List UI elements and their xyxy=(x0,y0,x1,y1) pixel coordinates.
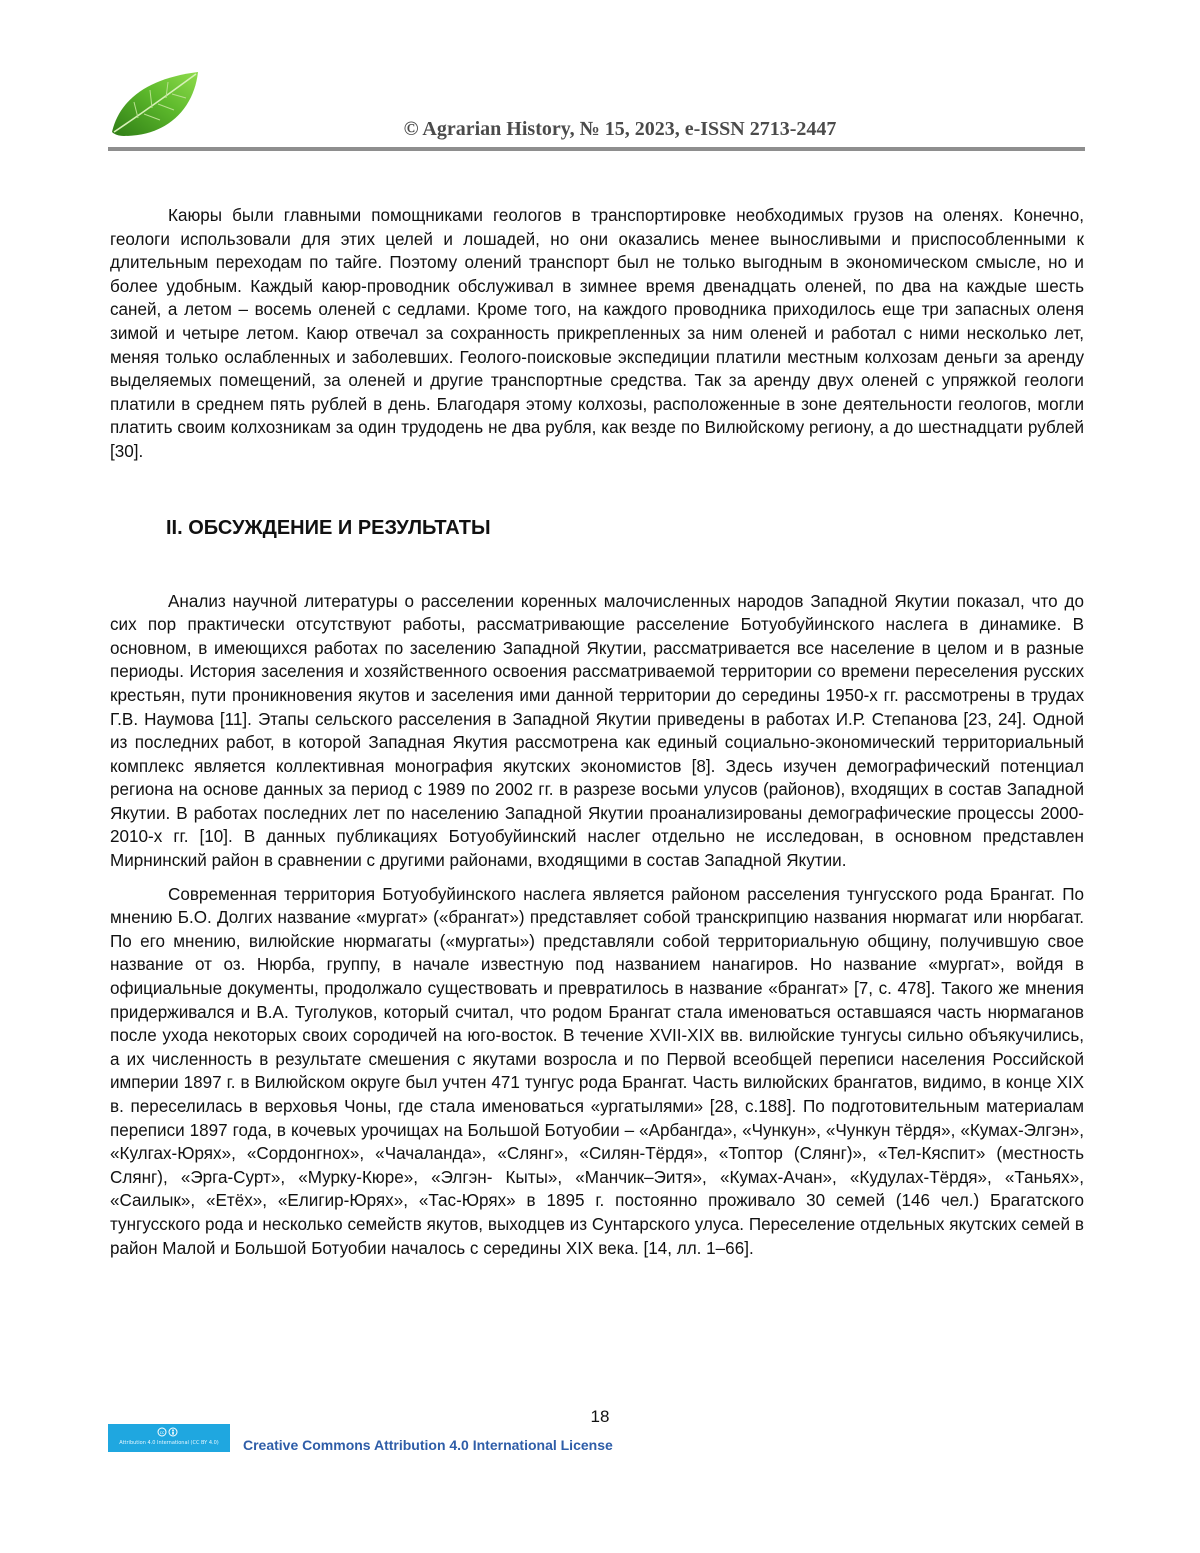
leaf-logo-icon xyxy=(108,68,208,144)
journal-header-title: © Agrarian History, № 15, 2023, e-ISSN 2713-2447 xyxy=(403,118,837,140)
license-link[interactable]: Creative Commons Attribution 4.0 International License xyxy=(243,1437,613,1453)
cc-by-icon xyxy=(156,1427,182,1437)
body-paragraph: Современная территория Ботуобуйинского наслега является районом расселения тунгусского рода Брангат. По мнению Б.О. Долгих название «мургат» («брангат») представляет собой транскрипцию названия нюрмагат или нюрбагат. По его мнению, вилюйские нюрмагаты («мургаты») представляли собой территориальную общину, получившую свое название от оз. Нюрба, группу, в начале известную под названием нанагиров. Но название «мургат», войдя в официальные документы, продолжало существовать и превратилось в название «брангат» [7, с. 478]. Такого же мнения придерживался и В.А. Туголуков, который считал, что родом Брангат стала именоваться оставшаяся часть нюрмаганов после ухода некоторых своих сородичей на юго-восток. В течение XVII-XIX вв. вилюйские тунгусы сильно объякучились, а их численность в результате смешения с якутами возросла и по Первой всеобщей переписи населения Российской империи 1897 г. в Вилюйском округе был учтен 471 тунгус рода Брангат. Часть вилюйских брангатов, видимо, в конце XIX в. переселилась в верховья Чоны, где стала именоваться «ургатылями» [28, с.188]. По подготовительным материалам переписи 1897 года, в кочевых урочищах на Большой Ботуобии – «Арбангда», «Чункун», «Чункун тёрдя», «Кумах-Элгэн», «Кулгах-Юрях», «Сордонгнох», «Чачаланда», «Слянг», «Силян-Тёрдя», «Топтор (Слянг)», «Тел-Кяспит» (местность Слянг), «Эрга-Сурт», «Мурку-Кюре», «Элгэн- Кыты», «Манчик–Эитя», «Кумах-Ачан», «Кудулах-Тёрдя», «Таньях», «Саилык», «Етёх», «Елигир-Юрях», «Тас-Юрях» в 1895 г. постоянно проживало 30 семей (146 чел.) Брагатского тунгусского рода и несколько семейств якутов, выходцев из Сунтарского улуса. Переселение отдельных якутских семей в район Малой и Большой Ботуобии началось с середины XIX века. [14, лл. 1–66]. xyxy=(110,884,1084,1258)
header-divider xyxy=(108,147,1085,151)
body-paragraph: Каюры были главными помощниками геологов в транспортировке необходимых грузов на оленях. Конечно, геологи использовали для этих целей и лошадей, но они оказались менее выносливыми и приспособленными к длительным переходам по тайге. Поэтому олений транспорт был не только выгодным в экономическом смысле, но и более удобным. Каждый каюр-проводник обслуживал в зимнее время двенадцать оленей, по два на каждые шесть саней, а летом – восемь оленей с седлами. Кроме того, на каждого проводника приходилось еще три запасных оленя зимой и четыре летом. Каюр отвечал за сохранность прикрепленных за ним оленей и работал с ними несколько лет, меняя только ослабленных и заболевших. Геолого-поисковые экспедиции платили местным колхозам деньги за аренду выделяемых помещений, за оленей и другие транспортные средства. Так за аренду двух оленей с упряжкой геологи платили в среднем пять рублей в день. Благодаря этому колхозы, расположенные в зоне деятельности геологов, могли платить своим колхозникам за один трудодень не два рубля, как везде по Вилюйскому региону, а до шестнадцати рублей [30]. xyxy=(110,206,1084,461)
page-number: 18 xyxy=(590,1407,610,1426)
cc-license-badge[interactable] xyxy=(108,1424,230,1452)
cc-badge-text: Attribution 4.0 International (CC BY 4.0) xyxy=(119,1440,219,1446)
body-paragraph: Анализ научной литературы о расселении коренных малочисленных народов Западной Якутии показал, что до сих пор практически отсутствуют работы, рассматривающие расселение Ботуобуйинского наслега в динамике. В основном, в имеющихся работах по заселению Западной Якутии, рассматривается все население в целом и в разные периоды. История заселения и хозяйственного освоения рассматриваемой территории со времени переселения русских крестьян, пути проникновения якутов и заселения ими данной территории до середины 1950-х гг. рассмотрены в трудах Г.В. Наумова [11]. Этапы сельского расселения в Западной Якутии приведены в работах И.Р. Степанова [23, 24]. Одной из последних работ, в которой Западная Якутия рассмотрена как единый социально-экономический территориальный комплекс является коллективная монография якутских экономистов [8]. Здесь изучен демографический потенциал региона на основе данных за период с 1989 по 2002 гг. в разрезе восьми улусов (районов), входящих в состав Западной Якутии. В работах последних лет по населению Западной Якутии проанализированы демографические процессы 2000-2010-х гг. [10]. В данных публикациях Ботуобуйинский наслег отдельно не исследован, в основном представлен Мирнинский район в сравнении с другими районами, входящими в состав Западной Якутии. xyxy=(110,591,1084,871)
svg-text:cc: cc xyxy=(159,1429,165,1435)
section-heading: II. ОБСУЖДЕНИЕ И РЕЗУЛЬТАТЫ xyxy=(166,516,491,539)
article-body xyxy=(110,204,1084,1260)
